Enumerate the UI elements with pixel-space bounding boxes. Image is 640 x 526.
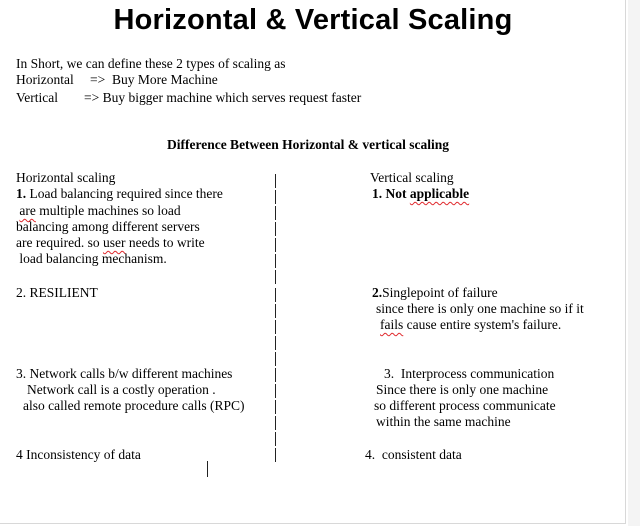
left-point-1-line-2: are multiple machines so load xyxy=(19,203,181,218)
column-divider xyxy=(275,206,276,220)
left-point-4: 4 Inconsistency of data xyxy=(16,447,141,462)
left-point-3-line-3: also called remote procedure calls (RPC) xyxy=(23,398,245,413)
column-divider xyxy=(275,400,276,414)
left-point-3-line-1: 3. Network calls b/w different machines xyxy=(16,366,233,381)
column-divider xyxy=(275,254,276,268)
column-divider xyxy=(275,320,276,334)
column-divider xyxy=(275,238,276,252)
horizontal-label: Horizontal xyxy=(16,72,74,87)
right-column-heading: Vertical scaling xyxy=(370,170,454,185)
column-divider xyxy=(275,304,276,318)
right-point-3-line-3: so different process communicate xyxy=(374,398,556,413)
right-point-2-line-2: since there is only one machine so if it xyxy=(376,301,584,316)
column-divider xyxy=(275,432,276,446)
left-point-3-line-2: Network call is a costly operation . xyxy=(27,382,216,397)
left-point-1-line-5: load balancing mechanism. xyxy=(16,251,167,266)
left-point-2: 2. RESILIENT xyxy=(16,285,98,300)
right-point-3-line-1: 3. Interprocess communication xyxy=(384,366,555,381)
scrollbar[interactable] xyxy=(628,0,640,526)
column-divider xyxy=(275,222,276,236)
column-divider xyxy=(275,448,276,462)
column-divider xyxy=(275,336,276,350)
vertical-label: Vertical xyxy=(16,90,58,105)
right-point-3-line-4: within the same machine xyxy=(376,414,511,429)
intro-line: In Short, we can define these 2 types of scaling as xyxy=(16,56,286,71)
column-divider xyxy=(275,174,276,188)
horizontal-definition: => Buy More Machine xyxy=(90,72,218,87)
left-column-heading: Horizontal scaling xyxy=(16,170,116,185)
page-title: Horizontal & Vertical Scaling xyxy=(113,4,513,36)
column-divider xyxy=(275,270,276,284)
left-point-1-line-4: are required. so user needs to write xyxy=(16,235,205,250)
column-divider xyxy=(275,190,276,204)
right-point-1: 1. Not applicable xyxy=(372,186,470,201)
column-divider xyxy=(275,384,276,398)
left-point-1-line-1: 1. Load balancing required since there xyxy=(16,186,223,201)
vertical-definition: => Buy bigger machine which serves request faster xyxy=(84,90,362,105)
text-cursor xyxy=(207,461,208,477)
difference-heading: Difference Between Horizontal & vertical scaling xyxy=(166,137,450,152)
column-divider xyxy=(275,416,276,430)
column-divider xyxy=(275,288,276,302)
right-point-2-line-1: 2.Singlepoint of failure xyxy=(372,285,498,300)
column-divider xyxy=(275,352,276,366)
right-point-2-line-3: fails cause entire system's failure. xyxy=(380,317,562,332)
left-point-1-line-3: balancing among different servers xyxy=(16,219,200,234)
right-point-4: 4. consistent data xyxy=(365,447,462,462)
right-point-3-line-2: Since there is only one machine xyxy=(376,382,549,397)
column-divider xyxy=(275,368,276,382)
